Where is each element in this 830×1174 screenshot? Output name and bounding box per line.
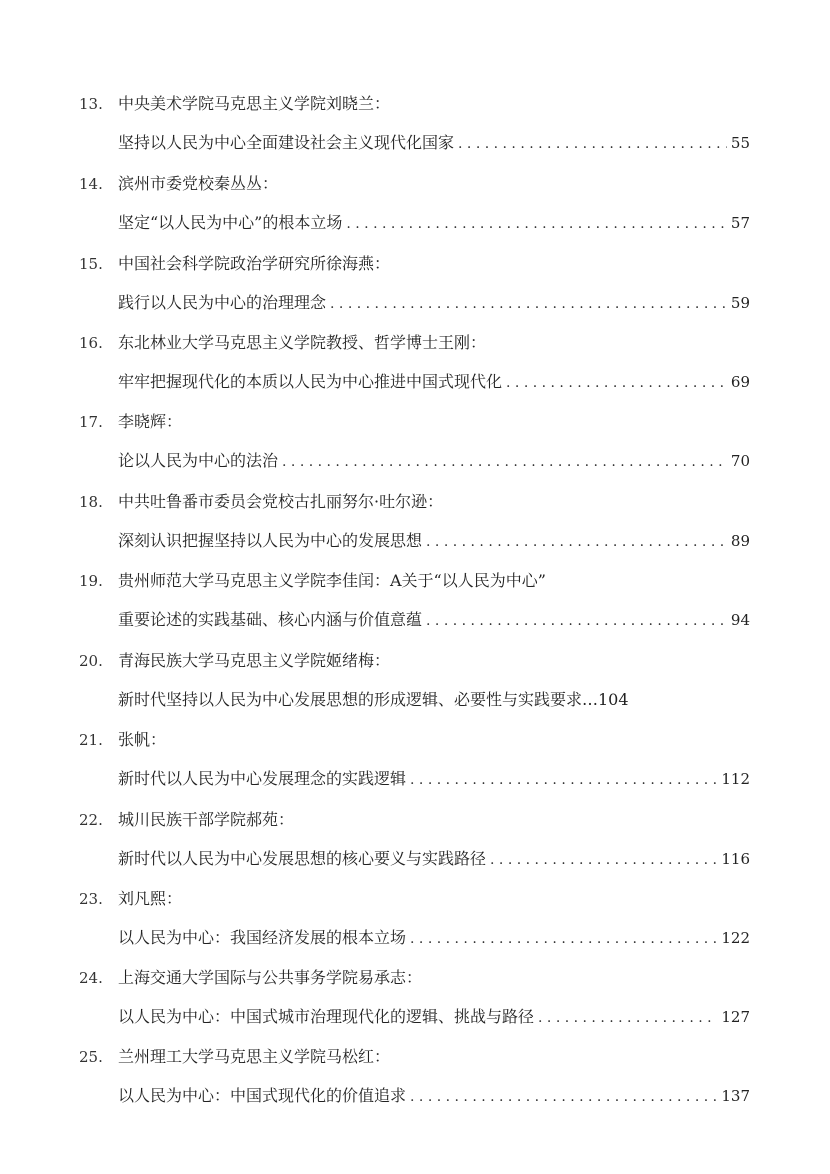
leader-dots bbox=[346, 213, 727, 235]
leader-dots bbox=[410, 769, 717, 791]
entry-title: 以人民为中心：我国经济发展的根本立场 bbox=[118, 928, 407, 947]
entry-title-line[interactable] bbox=[118, 371, 750, 393]
entry-page-number: 57 bbox=[730, 214, 750, 232]
entry-number: 19. bbox=[79, 572, 103, 590]
entry-title: 新时代以人民为中心发展理念的实践逻辑 bbox=[118, 769, 407, 788]
entry-number: 13. bbox=[79, 95, 103, 113]
entry-author: 刘凡熙： bbox=[118, 889, 183, 908]
entry-title: 新时代以人民为中心发展思想的核心要义与实践路径 bbox=[118, 849, 487, 868]
leader-dots bbox=[410, 1086, 717, 1108]
entry-page-number: 69 bbox=[730, 373, 750, 391]
entry-number: 24. bbox=[79, 969, 103, 987]
entry-author: 城川民族干部学院郝苑： bbox=[118, 810, 295, 829]
entry-title-line[interactable] bbox=[118, 609, 750, 631]
entry-page-number: 55 bbox=[730, 134, 750, 152]
entry-title: 深刻认识把握坚持以人民为中心的发展思想 bbox=[118, 531, 423, 550]
entry-author: 中央美术学院马克思主义学院刘晓兰： bbox=[118, 94, 391, 113]
entry-page-number: 89 bbox=[730, 532, 750, 550]
entry-page-number: 127 bbox=[721, 1008, 750, 1026]
entry-title: 践行以人民为中心的治理理念 bbox=[118, 293, 327, 312]
entry-title: 坚持以人民为中心全面建设社会主义现代化国家 bbox=[118, 133, 455, 152]
entry-author: 青海民族大学马克思主义学院姬绪梅： bbox=[118, 651, 391, 670]
entry-author: 上海交通大学国际与公共事务学院易承志： bbox=[118, 968, 423, 987]
entry-number: 20. bbox=[79, 652, 103, 670]
entry-title: 新时代坚持以人民为中心发展思想的形成逻辑、必要性与实践要求…104 bbox=[118, 690, 629, 709]
entry-page-number: 122 bbox=[721, 929, 750, 947]
entry-author: 滨州市委党校秦丛丛： bbox=[118, 174, 279, 193]
entry-number: 25. bbox=[79, 1048, 103, 1066]
watermark bbox=[350, 232, 710, 568]
entry-page-number: 70 bbox=[730, 452, 750, 470]
entry-title: 以人民为中心：中国式城市治理现代化的逻辑、挑战与路径 bbox=[118, 1007, 535, 1026]
entry-number: 21. bbox=[79, 731, 103, 749]
entry-page-number: 59 bbox=[730, 294, 750, 312]
entry-number: 23. bbox=[79, 890, 103, 908]
entry-author: 东北林业大学马克思主义学院教授、哲学博士王刚： bbox=[118, 333, 487, 352]
entry-number: 15. bbox=[79, 255, 103, 273]
entry-number: 18. bbox=[79, 493, 103, 511]
entry-title: 坚定“以人民为中心”的根本立场 bbox=[118, 213, 343, 232]
entry-title: 论以人民为中心的法治 bbox=[118, 451, 279, 470]
entry-title-line[interactable] bbox=[118, 689, 750, 711]
entry-number: 17. bbox=[79, 413, 103, 431]
entry-page-number: 116 bbox=[721, 850, 750, 868]
entry-number: 14. bbox=[79, 175, 103, 193]
entry-number: 16. bbox=[79, 334, 103, 352]
entry-title: 牢牢把握现代化的本质以人民为中心推进中国式现代化 bbox=[118, 372, 503, 391]
leader-dots bbox=[506, 372, 727, 394]
leader-dots bbox=[282, 451, 727, 473]
entry-page-number: 94 bbox=[730, 611, 750, 629]
leader-dots bbox=[538, 1007, 717, 1029]
entry-title-line[interactable] bbox=[118, 292, 750, 314]
entry-author: 李晓辉： bbox=[118, 412, 183, 431]
entry-title-line[interactable] bbox=[118, 848, 750, 870]
entry-title-line[interactable] bbox=[118, 132, 750, 154]
entry-title-line[interactable] bbox=[118, 212, 750, 234]
entry-title: 以人民为中心：中国式现代化的价值追求 bbox=[118, 1086, 407, 1105]
leader-dots bbox=[410, 928, 717, 950]
entry-author: 中共吐鲁番市委员会党校古扎丽努尔·吐尔逊： bbox=[118, 492, 444, 511]
entry-number: 22. bbox=[79, 811, 103, 829]
entry-title-line[interactable] bbox=[118, 530, 750, 552]
entry-author: 贵州师范大学马克思主义学院李佳闰：A关于“以人民为中心” bbox=[118, 571, 546, 590]
entry-title-line[interactable] bbox=[118, 927, 750, 949]
entry-author: 中国社会科学院政治学研究所徐海燕： bbox=[118, 254, 391, 273]
entry-page-number: 112 bbox=[721, 770, 750, 788]
entry-title-line[interactable] bbox=[118, 768, 750, 790]
leader-dots bbox=[458, 133, 727, 155]
entry-author: 兰州理工大学马克思主义学院马松红： bbox=[118, 1047, 391, 1066]
entry-title-line[interactable] bbox=[118, 1085, 750, 1107]
leader-dots bbox=[490, 849, 717, 871]
leader-dots bbox=[330, 293, 727, 315]
entry-author: 张帆： bbox=[118, 730, 167, 749]
entry-title-line[interactable] bbox=[118, 1006, 750, 1028]
entry-page-number: 137 bbox=[721, 1087, 750, 1105]
leader-dots bbox=[426, 531, 727, 553]
leader-dots bbox=[426, 610, 727, 632]
entry-title: 重要论述的实践基础、核心内涵与价值意蕴 bbox=[118, 610, 423, 629]
entry-title-line[interactable] bbox=[118, 450, 750, 472]
